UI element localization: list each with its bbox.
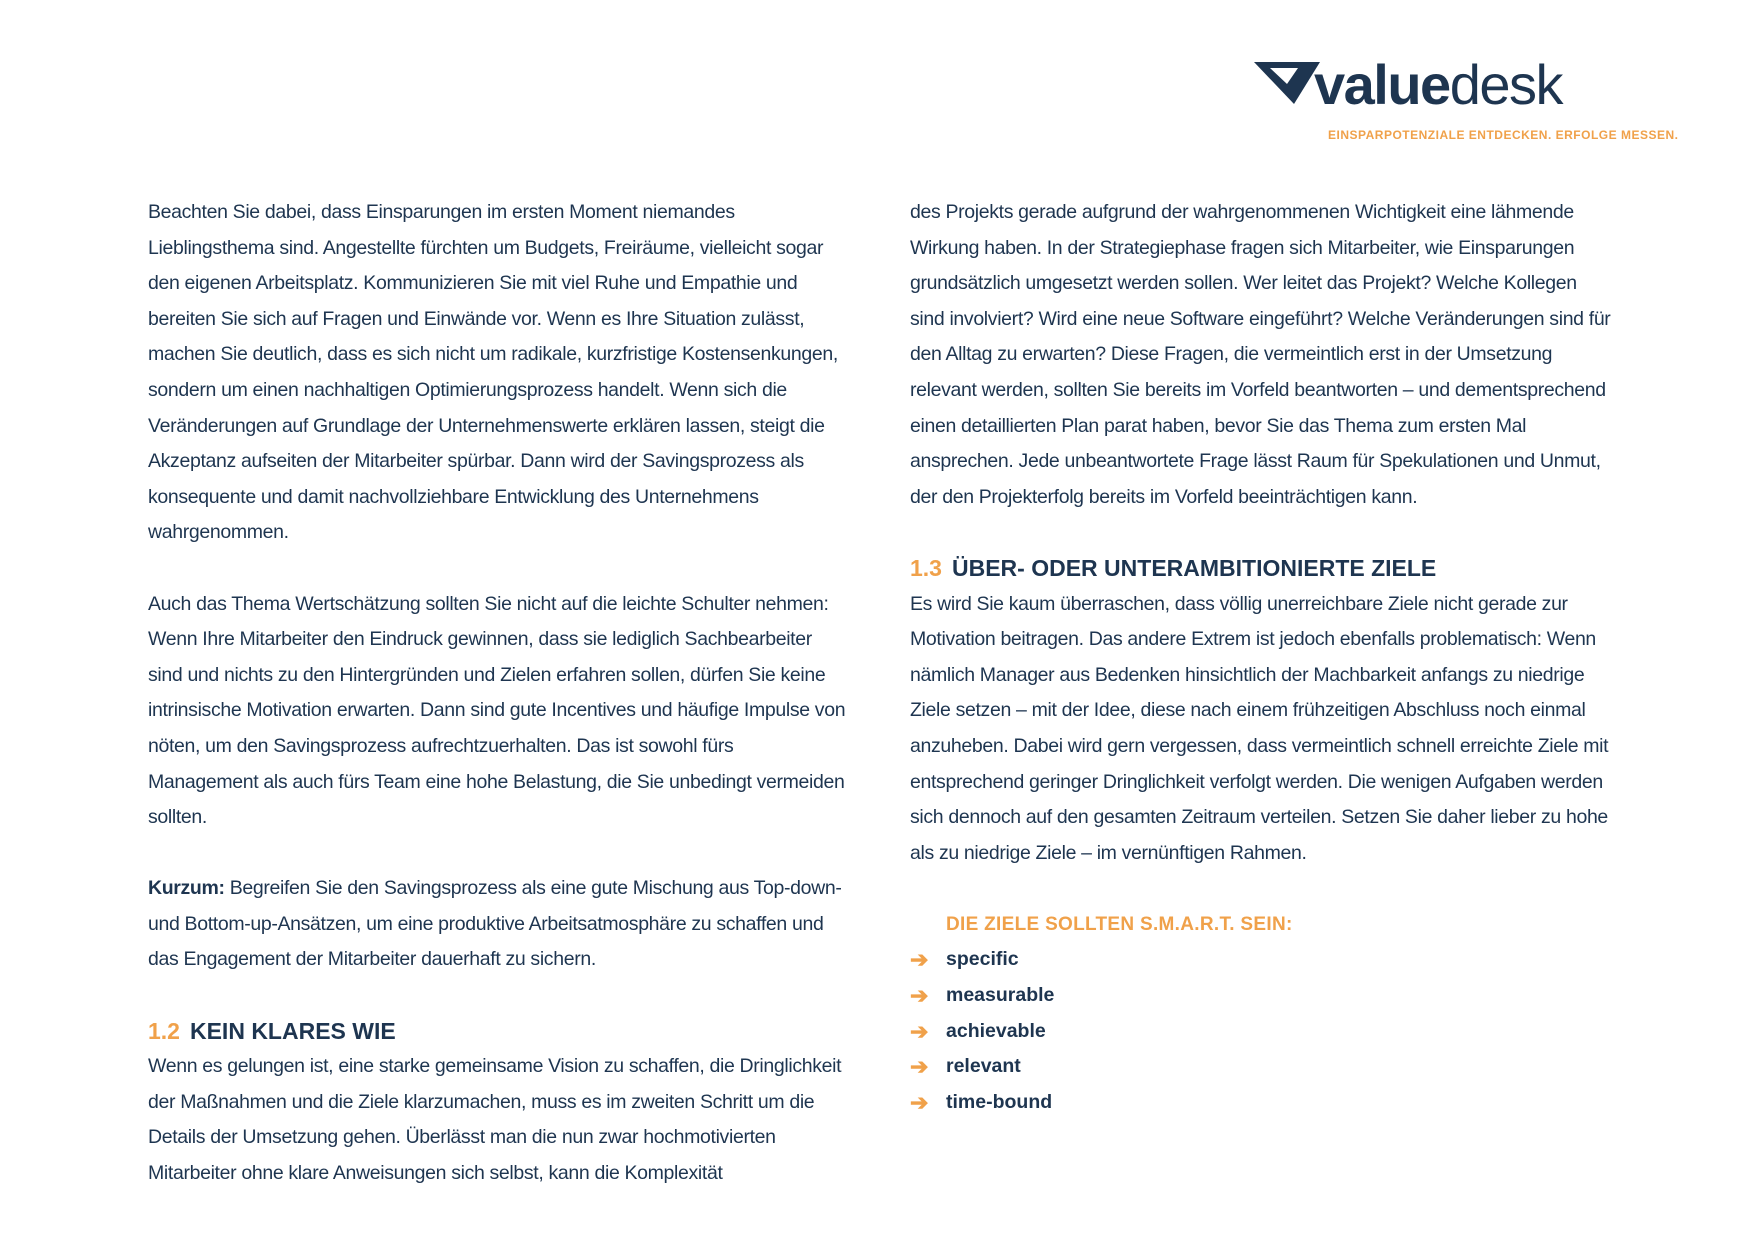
logo-word-light: desk bbox=[1449, 53, 1562, 116]
list-item-label: relevant bbox=[946, 1055, 1021, 1078]
list-item bbox=[910, 1085, 1616, 1121]
list-item-label: specific bbox=[946, 948, 1019, 971]
list-item-label: time-bound bbox=[946, 1090, 1053, 1113]
section-heading-1-2 bbox=[148, 1014, 848, 1050]
arrow-right-icon: ➔ bbox=[910, 1089, 929, 1115]
arrow-right-icon: ➔ bbox=[910, 947, 929, 973]
section-number: 1.3 bbox=[910, 554, 942, 581]
paragraph: Wenn es gelungen ist, eine starke gemeinsame Vision zu schaffen, die Dringlichkeit der Maßnahmen und die Ziele klarzumachen, muss es im zweiten Schritt um die Details der Umsetzung gehen. Überlässt man die nun zwar hochmotivierten Mitarbeiter ohne klare Anweisungen sich selbst, kann die Komplexität bbox=[148, 1055, 842, 1185]
summary-text: Begreifen Sie den Savingsprozess als eine gute Mischung aus Top-down- und Bottom-up-Ansätzen, um eine produktive Arbeitsatmosphäre zu schaffen und das Engagement der Mitarbeiter dauerhaft zu sichern. bbox=[148, 877, 842, 971]
smart-list bbox=[910, 942, 1616, 1120]
arrow-right-icon: ➔ bbox=[910, 1018, 929, 1044]
arrow-right-icon: ➔ bbox=[910, 1054, 929, 1080]
summary-lead: Kurzum: bbox=[148, 877, 225, 900]
left-column bbox=[148, 195, 848, 1192]
section-number: 1.2 bbox=[148, 1017, 180, 1044]
arrow-right-icon: ➔ bbox=[910, 983, 929, 1009]
section-heading-1-3 bbox=[910, 551, 1616, 587]
paragraph: Beachten Sie dabei, dass Einsparungen im ersten Moment niemandes Lieblingsthema sind. Angestellte fürchten um Budgets, Freiräume, vielleicht sogar den eigenen Arbeitsplatz. Kommunizieren Sie mit viel Ruhe und Empathie und bereiten Sie sich auf Fragen und Einwände vor. Wenn es Ihre Situation zulässt, machen Sie deutlich, dass es sich nicht um radikale, kurzfristige Kostensenkungen, sondern um einen nachhaltigen Optimierungsprozess handelt. Wenn sich die Veränderungen auf Grundlage der Unternehmenswerte erklären lassen, steigt die Akzeptanz aufseiten der Mitarbeiter spürbar. Dann wird der Savingsprozess als konsequente und damit nachvollziehbare Entwicklung des Unternehmens wahrgenommen. bbox=[148, 201, 838, 544]
list-item bbox=[910, 978, 1616, 1014]
paragraph-summary bbox=[148, 871, 848, 978]
right-column bbox=[910, 195, 1616, 1120]
section-title: ÜBER- ODER UNTERAMBITIONIERTE ZIELE bbox=[951, 554, 1437, 581]
paragraph: des Projekts gerade aufgrund der wahrgenommenen Wichtigkeit eine lähmende Wirkung haben. In der Strategiephase fragen sich Mitarbeiter, wie Einsparungen grundsätzlich umgesetzt werden sollen. Wer leitet das Projekt? Welche Kollegen sind involviert? Wird eine neue Software eingeführt? Welche Veränderungen sind für den Alltag zu erwarten? Diese Fragen, die vermeintlich erst in der Umsetzung relevant werden, sollten Sie bereits im Vorfeld beantworten – und dementsprechend einen detaillierten Plan parat haben, bevor Sie das Thema zum ersten Mal ansprechen. Jede unbeantwortete Frage lässt Raum für Spekulationen und Unmut, der den Projekterfolg bereits im Vorfeld beeinträchtigen kann. bbox=[910, 201, 1611, 508]
logo-word-bold: value bbox=[1314, 53, 1450, 116]
list-item bbox=[910, 1014, 1616, 1050]
paragraph: Auch das Thema Wertschätzung sollten Sie nicht auf die leichte Schulter nehmen: Wenn Ihre Mitarbeiter den Eindruck gewinnen, dass sie lediglich Sachbearbeiter sind und nichts zu den Hintergründen und Zielen erfahren sollen, dürfen Sie keine intrinsische Motivation erwarten. Dann sind gute Incentives und häufige Impulse von nöten, um den Savingsprozess aufrechtzuerhalten. Das ist sowohl fürs Management als auch fürs Team eine hohe Belastung, die Sie unbedingt vermeiden sollten. bbox=[148, 592, 846, 829]
list-item bbox=[910, 942, 1616, 978]
list-item bbox=[910, 1049, 1616, 1085]
smart-title: DIE ZIELE SOLLTEN S.M.A.R.T. SEIN: bbox=[946, 913, 1293, 935]
section-title: KEIN KLARES WIE bbox=[189, 1017, 396, 1044]
list-item-label: achievable bbox=[946, 1019, 1046, 1042]
svg-text:valuedesk bbox=[1314, 53, 1564, 116]
paragraph: Es wird Sie kaum überraschen, dass völlig unerreichbare Ziele nicht gerade zur Motivation beitragen. Das andere Extrem ist jedoch ebenfalls problematisch: Wenn nämlich Manager aus Bedenken hinsichtlich der Machbarkeit anfangs zu niedrige Ziele setzen – mit der Idee, diese nach einem frühzeitigen Abschluss noch einmal anzuheben. Dabei wird gern vergessen, dass vermeintlich schnell erreichte Ziele mit entsprechend geringer Dringlichkeit verfolgt werden. Die wenigen Aufgaben werden sich dennoch auf den gesamten Zeitraum verteilen. Setzen Sie daher lieber zu hohe als zu niedrige Ziele – im vernünftigen Rahmen. bbox=[910, 592, 1609, 864]
logo-tagline: EINSPARPOTENZIALE ENTDECKEN. ERFOLGE MESSEN. bbox=[1328, 128, 1679, 142]
valuedesk-logo bbox=[1254, 53, 1679, 144]
list-item-label: measurable bbox=[946, 984, 1055, 1007]
valuedesk-wordmark bbox=[1254, 53, 1616, 118]
